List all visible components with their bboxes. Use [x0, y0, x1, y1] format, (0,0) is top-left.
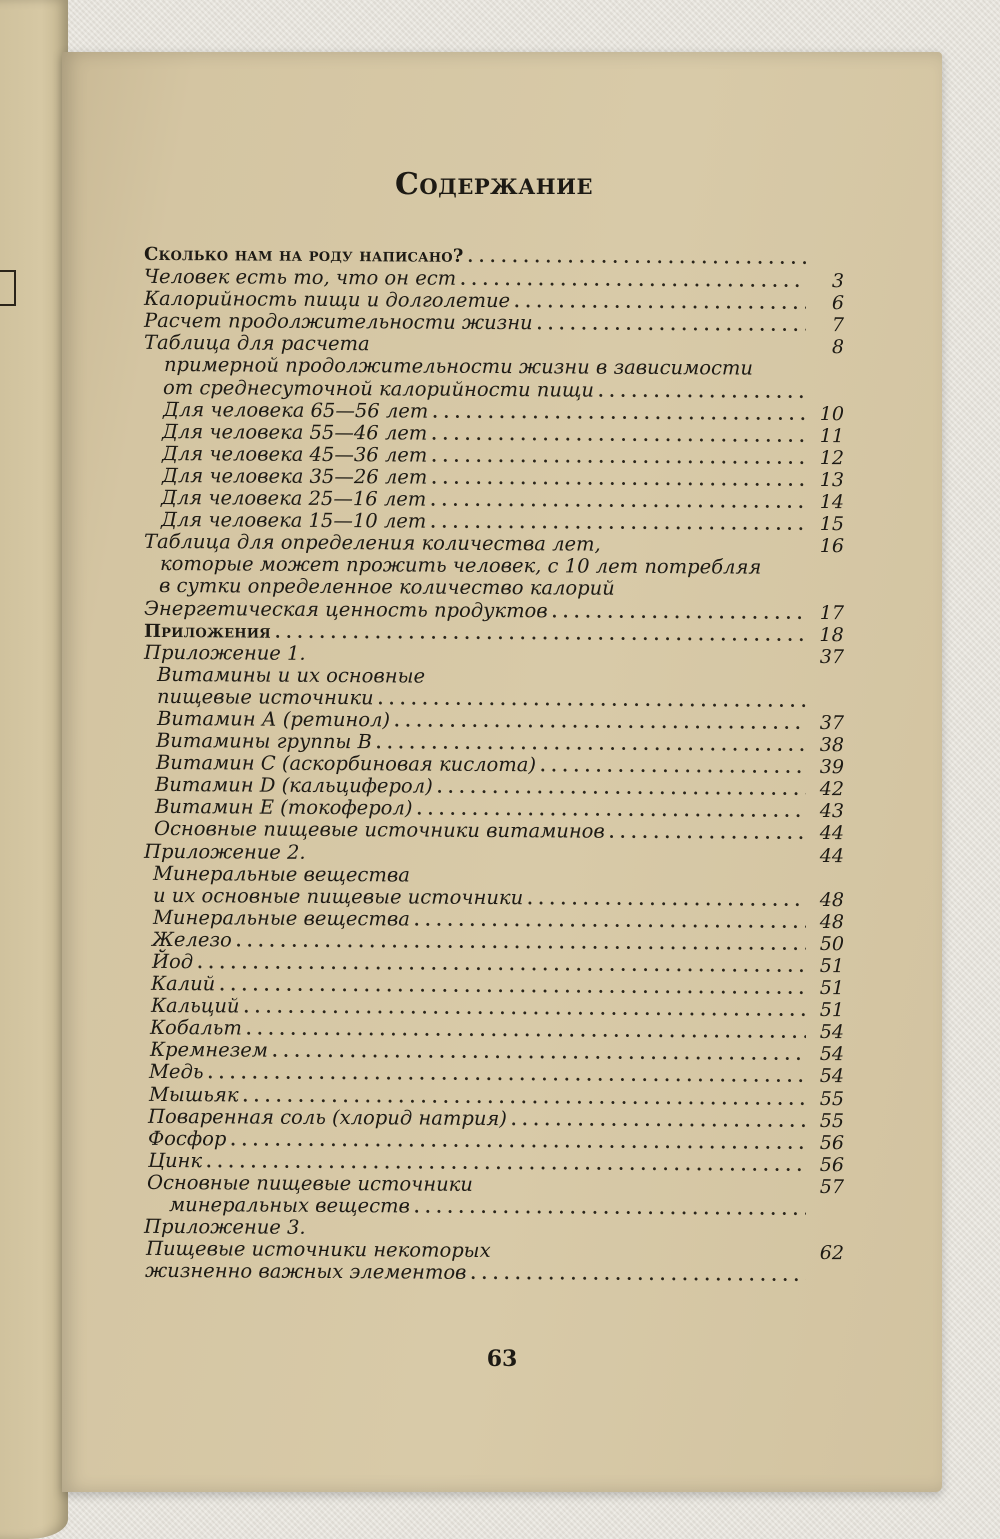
toc-entry-label: примерной продолжительности жизни в зависимости [163, 353, 754, 381]
toc-heading: Содержание [395, 167, 593, 202]
toc-entry-label: Для человека 15—10 лет [160, 508, 427, 533]
entry-spacer [425, 682, 810, 684]
toc-entry-page: 51 [819, 999, 845, 1022]
toc-entry-page: 44 [819, 844, 845, 867]
toc-entry-label: Приложение 1. [143, 640, 306, 665]
toc-entry-label: Приложения [143, 620, 271, 643]
toc-entry-page: 17 [819, 601, 845, 624]
dot-leader [540, 754, 806, 779]
toc-entry-label: Поваренная соль (хлорид натрия) [147, 1104, 508, 1130]
toc-entry-label: Минеральные вещества [152, 905, 410, 931]
toc-entry-label: Для человека 65—56 лет [162, 397, 429, 423]
entry-spacer [306, 1234, 810, 1237]
entry-spacer [615, 595, 810, 596]
page-number: 63 [486, 1346, 518, 1372]
toc-entry-page: 14 [819, 491, 845, 514]
toc-entry-label: Железо [151, 927, 232, 952]
toc-entry-label: Для человека 35—26 лет [161, 463, 428, 489]
book-page [62, 52, 942, 1492]
toc-entry-page: 43 [819, 800, 845, 823]
toc-entry-label: Минеральные вещества [152, 861, 410, 887]
toc-entry-label: Для человека 55—46 лет [161, 419, 428, 445]
toc-entry-label: Пищевые источники некоторых [145, 1237, 491, 1263]
dot-leader [431, 422, 806, 447]
toc-entry-page: 18 [819, 623, 845, 646]
toc-entry-page: 11 [819, 424, 845, 447]
toc-entry-label: пищевые источники [156, 684, 374, 710]
toc-entry-label: Калий [150, 971, 216, 996]
toc-entry-page: 3 [831, 270, 845, 293]
toc-entry-page: 10 [819, 402, 845, 425]
toc-entry-label: Фосфор [147, 1126, 227, 1151]
toc-entry-page: 56 [819, 1153, 845, 1176]
toc-entry-label: Сколько нам на роду написано? [143, 243, 464, 267]
toc-entry-page: 38 [819, 734, 845, 757]
toc-entry-page: 51 [819, 977, 845, 1000]
toc-entry-page: 54 [819, 1043, 845, 1066]
toc-entry-label: Калорийность пищи и долголетие [143, 287, 511, 313]
toc-entry-page: 54 [819, 1065, 845, 1088]
toc-entry-label: Кобальт [149, 1016, 242, 1040]
toc-entry-label: Витамин Е (токоферол) [154, 795, 413, 820]
toc-entry-label: Основные пищевые источники [146, 1170, 473, 1196]
toc-entry-page: 6 [831, 292, 845, 315]
toc-entry-label: Мышьяк [148, 1082, 239, 1107]
entry-spacer [306, 858, 810, 861]
entry-spacer [473, 1191, 810, 1193]
toc-entry-page: 13 [819, 468, 845, 492]
toc-entry-page: 48 [819, 888, 845, 911]
toc-entry-page: 54 [819, 1021, 845, 1044]
dot-leader [470, 1262, 806, 1287]
toc-entry-label: Витамин D (кальциферол) [154, 773, 433, 798]
entry-spacer [370, 351, 810, 354]
toc-entry-label: Расчет продолжительности жизни [143, 309, 533, 335]
entry-spacer [306, 660, 810, 663]
toc-entry-label: Таблица для определения количества лет, [143, 530, 601, 556]
toc-entry-label: Для человека 25—16 лет [160, 485, 427, 511]
toc-entry-label: Витамин А (ретинол) [156, 706, 391, 732]
toc-entry-label: Для человека 45—36 лет [161, 441, 428, 467]
toc-entry-label: Приложение 2. [143, 839, 306, 864]
toc-entry-label: в сутки определенное количество калорий [158, 574, 615, 601]
toc-entry-page: 55 [819, 1087, 845, 1110]
toc-entry-label: Витамины и их основные [156, 662, 426, 688]
dot-leader [609, 821, 806, 845]
entry-spacer [601, 551, 810, 552]
toc-entry-label: Витамин С (аскорбиновая кислота) [155, 751, 537, 777]
toc-entry-page: 15 [819, 513, 845, 536]
toc-entry-page: 55 [819, 1109, 845, 1132]
toc-entry-page: 62 [819, 1242, 845, 1265]
toc-entry-label: Витамины группы В [155, 728, 372, 754]
toc-entry-page: 7 [831, 314, 845, 337]
toc-entry-label: жизненно важных элементов [144, 1259, 467, 1285]
toc-entry-label: Цинк [147, 1148, 203, 1173]
toc-entry-page: 56 [819, 1131, 845, 1154]
toc-entry-label: Кремнезем [149, 1038, 269, 1062]
toc-entry-label: Энергетическая ценность продуктов [143, 596, 548, 622]
entry-spacer [491, 1257, 810, 1259]
dot-leader [598, 379, 806, 403]
dot-leader [432, 400, 806, 425]
dot-leader [468, 246, 807, 270]
previous-page-table-fragment [0, 270, 16, 306]
toc-entry-label: Кальций [150, 994, 240, 1018]
dot-leader [511, 1108, 806, 1133]
dot-leader [527, 887, 806, 912]
entry-spacer [410, 881, 810, 883]
dot-leader [552, 600, 806, 625]
toc-list [143, 243, 845, 1285]
toc-entry-label: и их основные пищевые источники [152, 883, 524, 909]
previous-page-edge [0, 0, 68, 1539]
toc-entry-page: 50 [819, 932, 845, 956]
toc-entry-page: 39 [819, 756, 845, 779]
toc-entry-label: которые может прожить человек, с 10 лет потребляя [159, 552, 762, 579]
toc-entry-label: Приложение 3. [143, 1214, 306, 1239]
toc-entry-label: Основные пищевые источники витаминов [153, 817, 605, 844]
toc-entry-label: от среднесуточной калорийности пищи [162, 375, 595, 402]
toc-entry-page: 44 [819, 822, 845, 845]
toc-entry-label: Таблица для расчета [143, 331, 370, 356]
toc-entry-page: 42 [819, 778, 845, 801]
page-content [144, 167, 844, 1284]
toc-entry-label: Человек есть то, что он ест [143, 264, 457, 290]
toc-entry-page: 37 [819, 711, 845, 735]
toc-entry-page: 48 [819, 910, 845, 933]
toc-entry-page: 37 [819, 645, 845, 668]
toc-entry-label: Йод [151, 949, 194, 974]
toc-entry-page: 57 [819, 1175, 845, 1199]
toc-entry-page: 12 [819, 446, 845, 469]
toc-entry-label: Медь [148, 1060, 204, 1084]
toc-entry-page: 8 [831, 336, 845, 359]
toc-entry-page: 51 [819, 954, 845, 978]
toc-entry-label: минеральных веществ [168, 1193, 410, 1218]
toc-entry [144, 1260, 844, 1286]
toc-entry-page: 16 [819, 535, 845, 558]
